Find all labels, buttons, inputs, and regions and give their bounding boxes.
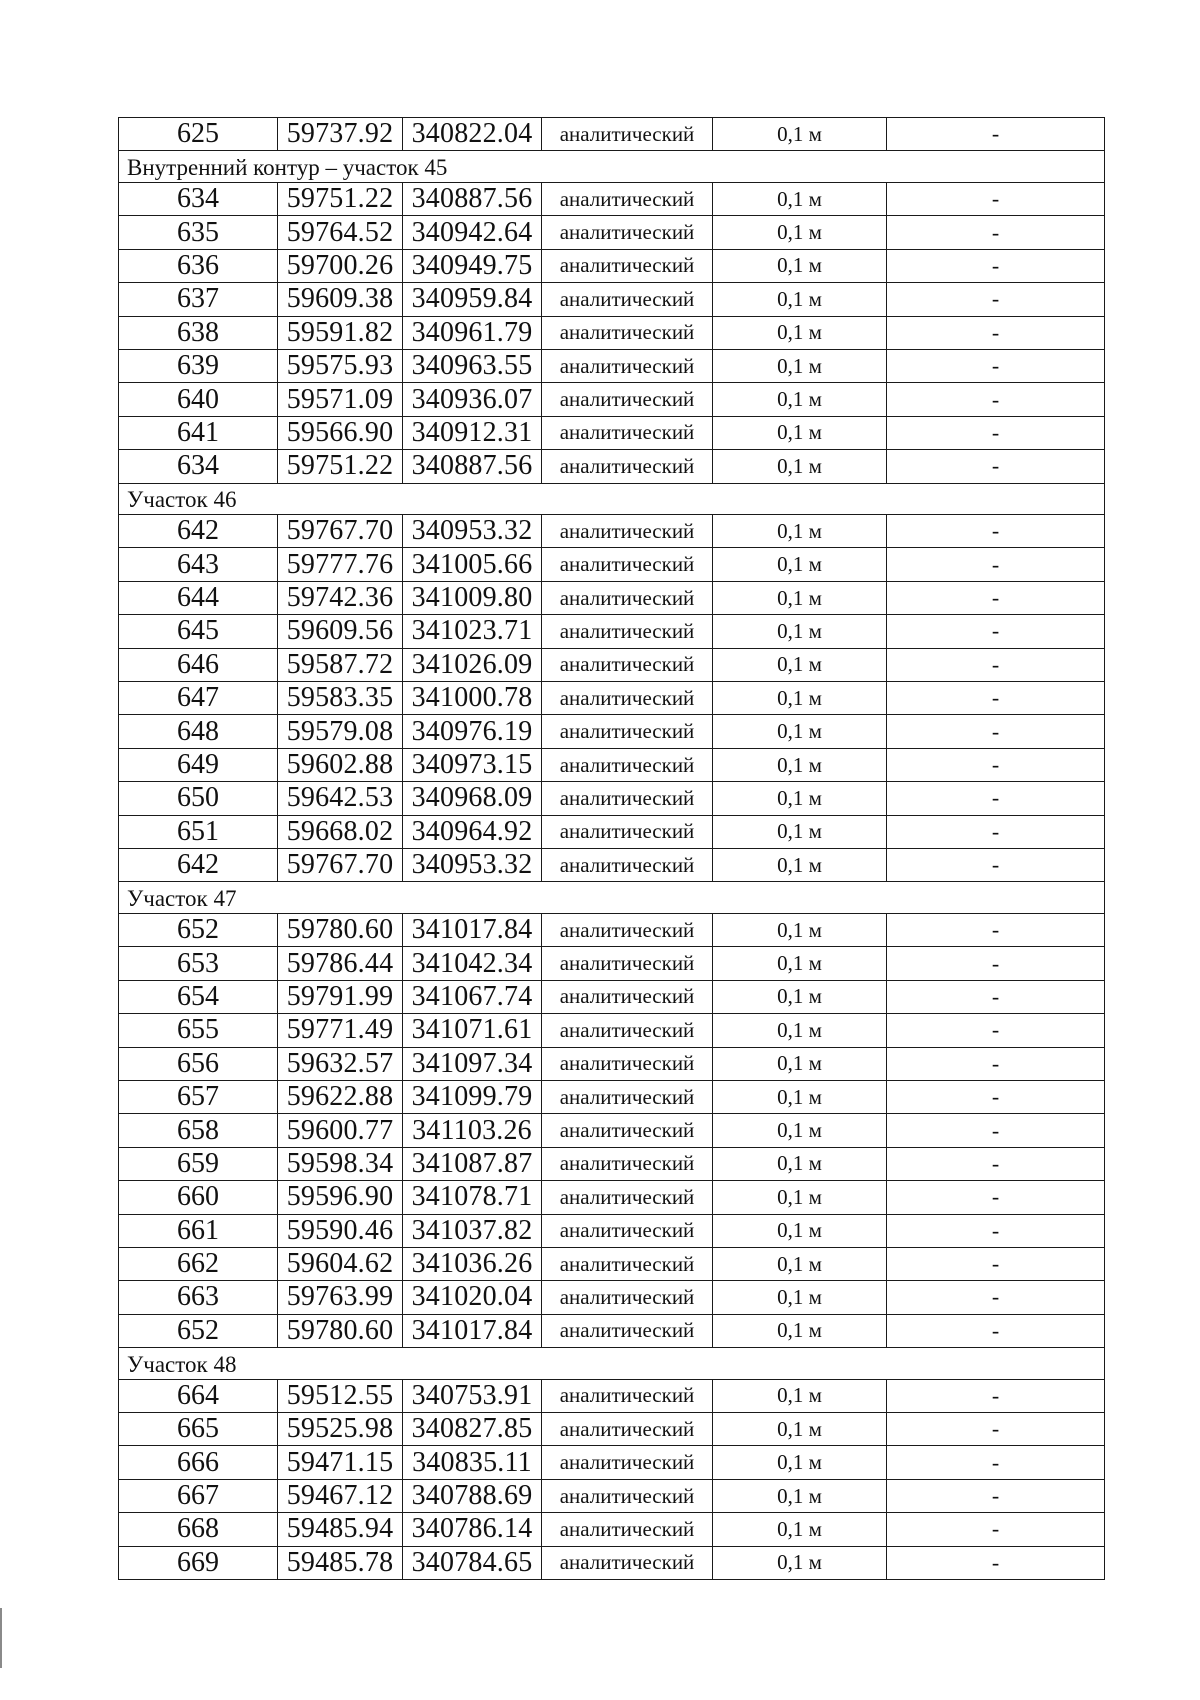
coordinate-x-cell: 59742.36 bbox=[278, 581, 403, 614]
accuracy-cell: 0,1 м bbox=[713, 118, 887, 151]
point-number-cell: 644 bbox=[119, 581, 278, 614]
point-number-cell: 662 bbox=[119, 1247, 278, 1280]
coordinate-y-cell: 340822.04 bbox=[403, 118, 542, 151]
point-number-cell: 653 bbox=[119, 947, 278, 980]
accuracy-cell: 0,1 м bbox=[713, 615, 887, 648]
coordinate-x-cell: 59791.99 bbox=[278, 980, 403, 1013]
coordinate-y-cell: 341078.71 bbox=[403, 1181, 542, 1214]
method-cell: аналитический bbox=[542, 416, 713, 449]
accuracy-cell: 0,1 м bbox=[713, 682, 887, 715]
table-row bbox=[119, 316, 1105, 349]
note-cell: - bbox=[887, 849, 1105, 882]
point-number-cell: 641 bbox=[119, 416, 278, 449]
section-title: Внутренний контур – участок 45 bbox=[119, 151, 1105, 183]
point-number-cell: 659 bbox=[119, 1147, 278, 1180]
note-cell: - bbox=[887, 913, 1105, 946]
coordinate-x-cell: 59600.77 bbox=[278, 1114, 403, 1147]
note-cell: - bbox=[887, 581, 1105, 614]
point-number-cell: 649 bbox=[119, 748, 278, 781]
method-cell: аналитический bbox=[542, 581, 713, 614]
accuracy-cell: 0,1 м bbox=[713, 1281, 887, 1314]
note-cell: - bbox=[887, 1247, 1105, 1280]
note-cell: - bbox=[887, 1413, 1105, 1446]
table-row bbox=[119, 1147, 1105, 1180]
note-cell: - bbox=[887, 548, 1105, 581]
coordinate-y-cell: 341023.71 bbox=[403, 615, 542, 648]
coordinate-y-cell: 341103.26 bbox=[403, 1114, 542, 1147]
accuracy-cell: 0,1 м bbox=[713, 715, 887, 748]
method-cell: аналитический bbox=[542, 748, 713, 781]
method-cell: аналитический bbox=[542, 450, 713, 483]
note-cell: - bbox=[887, 782, 1105, 815]
accuracy-cell: 0,1 м bbox=[713, 316, 887, 349]
accuracy-cell: 0,1 м bbox=[713, 249, 887, 282]
method-cell: аналитический bbox=[542, 349, 713, 382]
table-row bbox=[119, 1080, 1105, 1113]
accuracy-cell: 0,1 м bbox=[713, 748, 887, 781]
method-cell: аналитический bbox=[542, 1379, 713, 1412]
accuracy-cell: 0,1 м bbox=[713, 913, 887, 946]
accuracy-cell: 0,1 м bbox=[713, 349, 887, 382]
point-number-cell: 640 bbox=[119, 383, 278, 416]
note-cell: - bbox=[887, 648, 1105, 681]
note-cell: - bbox=[887, 118, 1105, 151]
accuracy-cell: 0,1 м bbox=[713, 283, 887, 316]
table-row bbox=[119, 980, 1105, 1013]
point-number-cell: 661 bbox=[119, 1214, 278, 1247]
note-cell: - bbox=[887, 947, 1105, 980]
table-row bbox=[119, 1513, 1105, 1546]
table-row bbox=[119, 182, 1105, 215]
point-number-cell: 643 bbox=[119, 548, 278, 581]
coordinate-x-cell: 59598.34 bbox=[278, 1147, 403, 1180]
accuracy-cell: 0,1 м bbox=[713, 648, 887, 681]
coordinate-x-cell: 59777.76 bbox=[278, 548, 403, 581]
note-cell: - bbox=[887, 383, 1105, 416]
coordinate-y-cell: 341097.34 bbox=[403, 1047, 542, 1080]
accuracy-cell: 0,1 м bbox=[713, 1147, 887, 1180]
table-row bbox=[119, 249, 1105, 282]
table-row bbox=[119, 515, 1105, 548]
method-cell: аналитический bbox=[542, 548, 713, 581]
method-cell: аналитический bbox=[542, 1314, 713, 1347]
method-cell: аналитический bbox=[542, 118, 713, 151]
accuracy-cell: 0,1 м bbox=[713, 450, 887, 483]
method-cell: аналитический bbox=[542, 1147, 713, 1180]
method-cell: аналитический bbox=[542, 1014, 713, 1047]
coordinate-x-cell: 59767.70 bbox=[278, 849, 403, 882]
table-row bbox=[119, 1546, 1105, 1579]
point-number-cell: 656 bbox=[119, 1047, 278, 1080]
coordinate-x-cell: 59471.15 bbox=[278, 1446, 403, 1479]
point-number-cell: 650 bbox=[119, 782, 278, 815]
note-cell: - bbox=[887, 715, 1105, 748]
note-cell: - bbox=[887, 416, 1105, 449]
coordinates-table-body bbox=[119, 118, 1105, 1580]
method-cell: аналитический bbox=[542, 1479, 713, 1512]
note-cell: - bbox=[887, 1114, 1105, 1147]
method-cell: аналитический bbox=[542, 1413, 713, 1446]
table-row bbox=[119, 118, 1105, 151]
table-row bbox=[119, 349, 1105, 382]
accuracy-cell: 0,1 м bbox=[713, 849, 887, 882]
accuracy-cell: 0,1 м bbox=[713, 1014, 887, 1047]
table-row bbox=[119, 748, 1105, 781]
coordinate-x-cell: 59575.93 bbox=[278, 349, 403, 382]
coordinate-x-cell: 59780.60 bbox=[278, 1314, 403, 1347]
coordinate-y-cell: 340887.56 bbox=[403, 182, 542, 215]
coordinate-x-cell: 59591.82 bbox=[278, 316, 403, 349]
accuracy-cell: 0,1 м bbox=[713, 416, 887, 449]
coordinate-x-cell: 59590.46 bbox=[278, 1214, 403, 1247]
table-row bbox=[119, 615, 1105, 648]
note-cell: - bbox=[887, 748, 1105, 781]
section-title: Участок 46 bbox=[119, 483, 1105, 515]
coordinate-y-cell: 340936.07 bbox=[403, 383, 542, 416]
coordinate-y-cell: 340963.55 bbox=[403, 349, 542, 382]
table-row bbox=[119, 815, 1105, 848]
coordinate-x-cell: 59751.22 bbox=[278, 182, 403, 215]
point-number-cell: 669 bbox=[119, 1546, 278, 1579]
accuracy-cell: 0,1 м bbox=[713, 947, 887, 980]
coordinate-y-cell: 340912.31 bbox=[403, 416, 542, 449]
method-cell: аналитический bbox=[542, 849, 713, 882]
coordinate-y-cell: 341026.09 bbox=[403, 648, 542, 681]
coordinate-x-cell: 59780.60 bbox=[278, 913, 403, 946]
coordinate-x-cell: 59622.88 bbox=[278, 1080, 403, 1113]
table-row bbox=[119, 216, 1105, 249]
table-row bbox=[119, 1314, 1105, 1347]
point-number-cell: 648 bbox=[119, 715, 278, 748]
note-cell: - bbox=[887, 450, 1105, 483]
method-cell: аналитический bbox=[542, 1214, 713, 1247]
method-cell: аналитический bbox=[542, 1446, 713, 1479]
table-row bbox=[119, 283, 1105, 316]
method-cell: аналитический bbox=[542, 715, 713, 748]
point-number-cell: 636 bbox=[119, 249, 278, 282]
method-cell: аналитический bbox=[542, 1047, 713, 1080]
note-cell: - bbox=[887, 216, 1105, 249]
point-number-cell: 665 bbox=[119, 1413, 278, 1446]
coordinate-x-cell: 59642.53 bbox=[278, 782, 403, 815]
section-title: Участок 47 bbox=[119, 882, 1105, 914]
point-number-cell: 634 bbox=[119, 182, 278, 215]
point-number-cell: 635 bbox=[119, 216, 278, 249]
section-header-row bbox=[119, 882, 1105, 914]
coordinate-x-cell: 59786.44 bbox=[278, 947, 403, 980]
coordinates-table bbox=[118, 117, 1105, 1580]
table-row bbox=[119, 1413, 1105, 1446]
scan-margin-mark bbox=[0, 1608, 2, 1668]
coordinate-y-cell: 340942.64 bbox=[403, 216, 542, 249]
coordinate-y-cell: 340835.11 bbox=[403, 1446, 542, 1479]
coordinate-y-cell: 340887.56 bbox=[403, 450, 542, 483]
coordinate-y-cell: 340964.92 bbox=[403, 815, 542, 848]
note-cell: - bbox=[887, 980, 1105, 1013]
accuracy-cell: 0,1 м bbox=[713, 1479, 887, 1512]
note-cell: - bbox=[887, 182, 1105, 215]
method-cell: аналитический bbox=[542, 947, 713, 980]
method-cell: аналитический bbox=[542, 216, 713, 249]
accuracy-cell: 0,1 м bbox=[713, 216, 887, 249]
note-cell: - bbox=[887, 1379, 1105, 1412]
coordinate-y-cell: 341017.84 bbox=[403, 913, 542, 946]
note-cell: - bbox=[887, 283, 1105, 316]
accuracy-cell: 0,1 м bbox=[713, 1114, 887, 1147]
method-cell: аналитический bbox=[542, 682, 713, 715]
table-row bbox=[119, 1181, 1105, 1214]
accuracy-cell: 0,1 м bbox=[713, 1080, 887, 1113]
coordinate-x-cell: 59583.35 bbox=[278, 682, 403, 715]
method-cell: аналитический bbox=[542, 283, 713, 316]
table-row bbox=[119, 913, 1105, 946]
coordinate-y-cell: 340976.19 bbox=[403, 715, 542, 748]
point-number-cell: 642 bbox=[119, 515, 278, 548]
table-row bbox=[119, 1446, 1105, 1479]
method-cell: аналитический bbox=[542, 782, 713, 815]
accuracy-cell: 0,1 м bbox=[713, 1314, 887, 1347]
table-row bbox=[119, 1379, 1105, 1412]
coordinate-x-cell: 59771.49 bbox=[278, 1014, 403, 1047]
table-row bbox=[119, 1214, 1105, 1247]
point-number-cell: 647 bbox=[119, 682, 278, 715]
note-cell: - bbox=[887, 1446, 1105, 1479]
coordinate-y-cell: 341036.26 bbox=[403, 1247, 542, 1280]
coordinate-x-cell: 59485.94 bbox=[278, 1513, 403, 1546]
point-number-cell: 666 bbox=[119, 1446, 278, 1479]
table-row bbox=[119, 1047, 1105, 1080]
accuracy-cell: 0,1 м bbox=[713, 1546, 887, 1579]
coordinate-x-cell: 59763.99 bbox=[278, 1281, 403, 1314]
note-cell: - bbox=[887, 615, 1105, 648]
table-row bbox=[119, 581, 1105, 614]
point-number-cell: 654 bbox=[119, 980, 278, 1013]
note-cell: - bbox=[887, 316, 1105, 349]
table-row bbox=[119, 1247, 1105, 1280]
coordinate-y-cell: 340959.84 bbox=[403, 283, 542, 316]
accuracy-cell: 0,1 м bbox=[713, 1047, 887, 1080]
table-row bbox=[119, 416, 1105, 449]
table-row bbox=[119, 947, 1105, 980]
point-number-cell: 657 bbox=[119, 1080, 278, 1113]
table-row bbox=[119, 1114, 1105, 1147]
coordinate-y-cell: 340827.85 bbox=[403, 1413, 542, 1446]
note-cell: - bbox=[887, 1214, 1105, 1247]
table-row bbox=[119, 715, 1105, 748]
coordinate-y-cell: 341005.66 bbox=[403, 548, 542, 581]
note-cell: - bbox=[887, 1147, 1105, 1180]
coordinate-x-cell: 59668.02 bbox=[278, 815, 403, 848]
table-row bbox=[119, 648, 1105, 681]
point-number-cell: 663 bbox=[119, 1281, 278, 1314]
accuracy-cell: 0,1 м bbox=[713, 548, 887, 581]
point-number-cell: 638 bbox=[119, 316, 278, 349]
coordinate-y-cell: 341009.80 bbox=[403, 581, 542, 614]
accuracy-cell: 0,1 м bbox=[713, 515, 887, 548]
section-header-row bbox=[119, 151, 1105, 183]
method-cell: аналитический bbox=[542, 815, 713, 848]
note-cell: - bbox=[887, 1080, 1105, 1113]
coordinate-y-cell: 341020.04 bbox=[403, 1281, 542, 1314]
method-cell: аналитический bbox=[542, 1247, 713, 1280]
coordinate-y-cell: 340953.32 bbox=[403, 515, 542, 548]
method-cell: аналитический bbox=[542, 1546, 713, 1579]
method-cell: аналитический bbox=[542, 1281, 713, 1314]
coordinate-y-cell: 340784.65 bbox=[403, 1546, 542, 1579]
note-cell: - bbox=[887, 349, 1105, 382]
accuracy-cell: 0,1 м bbox=[713, 1446, 887, 1479]
table-row bbox=[119, 450, 1105, 483]
point-number-cell: 664 bbox=[119, 1379, 278, 1412]
table-row bbox=[119, 383, 1105, 416]
point-number-cell: 634 bbox=[119, 450, 278, 483]
method-cell: аналитический bbox=[542, 316, 713, 349]
coordinate-y-cell: 340973.15 bbox=[403, 748, 542, 781]
coordinate-x-cell: 59751.22 bbox=[278, 450, 403, 483]
coordinate-x-cell: 59485.78 bbox=[278, 1546, 403, 1579]
coordinate-y-cell: 341000.78 bbox=[403, 682, 542, 715]
point-number-cell: 639 bbox=[119, 349, 278, 382]
accuracy-cell: 0,1 м bbox=[713, 1379, 887, 1412]
coordinate-y-cell: 340953.32 bbox=[403, 849, 542, 882]
point-number-cell: 658 bbox=[119, 1114, 278, 1147]
note-cell: - bbox=[887, 1479, 1105, 1512]
point-number-cell: 655 bbox=[119, 1014, 278, 1047]
coordinate-y-cell: 341042.34 bbox=[403, 947, 542, 980]
coordinate-x-cell: 59700.26 bbox=[278, 249, 403, 282]
section-header-row bbox=[119, 483, 1105, 515]
table-row bbox=[119, 682, 1105, 715]
coordinate-x-cell: 59764.52 bbox=[278, 216, 403, 249]
method-cell: аналитический bbox=[542, 615, 713, 648]
note-cell: - bbox=[887, 1047, 1105, 1080]
table-row bbox=[119, 1281, 1105, 1314]
accuracy-cell: 0,1 м bbox=[713, 1214, 887, 1247]
coordinate-y-cell: 341017.84 bbox=[403, 1314, 542, 1347]
coordinate-x-cell: 59571.09 bbox=[278, 383, 403, 416]
coordinate-x-cell: 59467.12 bbox=[278, 1479, 403, 1512]
point-number-cell: 652 bbox=[119, 1314, 278, 1347]
accuracy-cell: 0,1 м bbox=[713, 1413, 887, 1446]
accuracy-cell: 0,1 м bbox=[713, 980, 887, 1013]
point-number-cell: 668 bbox=[119, 1513, 278, 1546]
method-cell: аналитический bbox=[542, 383, 713, 416]
point-number-cell: 652 bbox=[119, 913, 278, 946]
table-row bbox=[119, 1479, 1105, 1512]
method-cell: аналитический bbox=[542, 249, 713, 282]
accuracy-cell: 0,1 м bbox=[713, 182, 887, 215]
note-cell: - bbox=[887, 1281, 1105, 1314]
coordinate-x-cell: 59737.92 bbox=[278, 118, 403, 151]
table-row bbox=[119, 1014, 1105, 1047]
note-cell: - bbox=[887, 1014, 1105, 1047]
coordinate-x-cell: 59587.72 bbox=[278, 648, 403, 681]
coordinate-y-cell: 340788.69 bbox=[403, 1479, 542, 1512]
section-title: Участок 48 bbox=[119, 1348, 1105, 1380]
note-cell: - bbox=[887, 1513, 1105, 1546]
method-cell: аналитический bbox=[542, 182, 713, 215]
coordinate-y-cell: 340968.09 bbox=[403, 782, 542, 815]
coordinate-y-cell: 340786.14 bbox=[403, 1513, 542, 1546]
coordinate-y-cell: 340949.75 bbox=[403, 249, 542, 282]
coordinate-y-cell: 341087.87 bbox=[403, 1147, 542, 1180]
coordinate-x-cell: 59596.90 bbox=[278, 1181, 403, 1214]
note-cell: - bbox=[887, 1546, 1105, 1579]
note-cell: - bbox=[887, 815, 1105, 848]
accuracy-cell: 0,1 м bbox=[713, 1247, 887, 1280]
note-cell: - bbox=[887, 682, 1105, 715]
point-number-cell: 642 bbox=[119, 849, 278, 882]
method-cell: аналитический bbox=[542, 1513, 713, 1546]
coordinate-x-cell: 59602.88 bbox=[278, 748, 403, 781]
coordinate-x-cell: 59579.08 bbox=[278, 715, 403, 748]
coordinate-y-cell: 340753.91 bbox=[403, 1379, 542, 1412]
method-cell: аналитический bbox=[542, 1080, 713, 1113]
coordinate-x-cell: 59632.57 bbox=[278, 1047, 403, 1080]
coordinate-y-cell: 341071.61 bbox=[403, 1014, 542, 1047]
point-number-cell: 667 bbox=[119, 1479, 278, 1512]
coordinate-y-cell: 341037.82 bbox=[403, 1214, 542, 1247]
section-header-row bbox=[119, 1348, 1105, 1380]
point-number-cell: 660 bbox=[119, 1181, 278, 1214]
point-number-cell: 646 bbox=[119, 648, 278, 681]
coordinate-y-cell: 341099.79 bbox=[403, 1080, 542, 1113]
accuracy-cell: 0,1 м bbox=[713, 581, 887, 614]
note-cell: - bbox=[887, 249, 1105, 282]
coordinate-y-cell: 340961.79 bbox=[403, 316, 542, 349]
method-cell: аналитический bbox=[542, 913, 713, 946]
coordinate-x-cell: 59767.70 bbox=[278, 515, 403, 548]
coordinate-x-cell: 59604.62 bbox=[278, 1247, 403, 1280]
table-row bbox=[119, 849, 1105, 882]
table-row bbox=[119, 548, 1105, 581]
coordinate-y-cell: 341067.74 bbox=[403, 980, 542, 1013]
note-cell: - bbox=[887, 1181, 1105, 1214]
coordinate-x-cell: 59609.56 bbox=[278, 615, 403, 648]
method-cell: аналитический bbox=[542, 515, 713, 548]
method-cell: аналитический bbox=[542, 1181, 713, 1214]
method-cell: аналитический bbox=[542, 648, 713, 681]
point-number-cell: 651 bbox=[119, 815, 278, 848]
coordinate-x-cell: 59525.98 bbox=[278, 1413, 403, 1446]
note-cell: - bbox=[887, 515, 1105, 548]
accuracy-cell: 0,1 м bbox=[713, 782, 887, 815]
coordinate-x-cell: 59512.55 bbox=[278, 1379, 403, 1412]
accuracy-cell: 0,1 м bbox=[713, 1513, 887, 1546]
method-cell: аналитический bbox=[542, 1114, 713, 1147]
table-row bbox=[119, 782, 1105, 815]
accuracy-cell: 0,1 м bbox=[713, 815, 887, 848]
point-number-cell: 637 bbox=[119, 283, 278, 316]
accuracy-cell: 0,1 м bbox=[713, 1181, 887, 1214]
method-cell: аналитический bbox=[542, 980, 713, 1013]
accuracy-cell: 0,1 м bbox=[713, 383, 887, 416]
point-number-cell: 645 bbox=[119, 615, 278, 648]
coordinate-x-cell: 59609.38 bbox=[278, 283, 403, 316]
coordinate-x-cell: 59566.90 bbox=[278, 416, 403, 449]
note-cell: - bbox=[887, 1314, 1105, 1347]
point-number-cell: 625 bbox=[119, 118, 278, 151]
